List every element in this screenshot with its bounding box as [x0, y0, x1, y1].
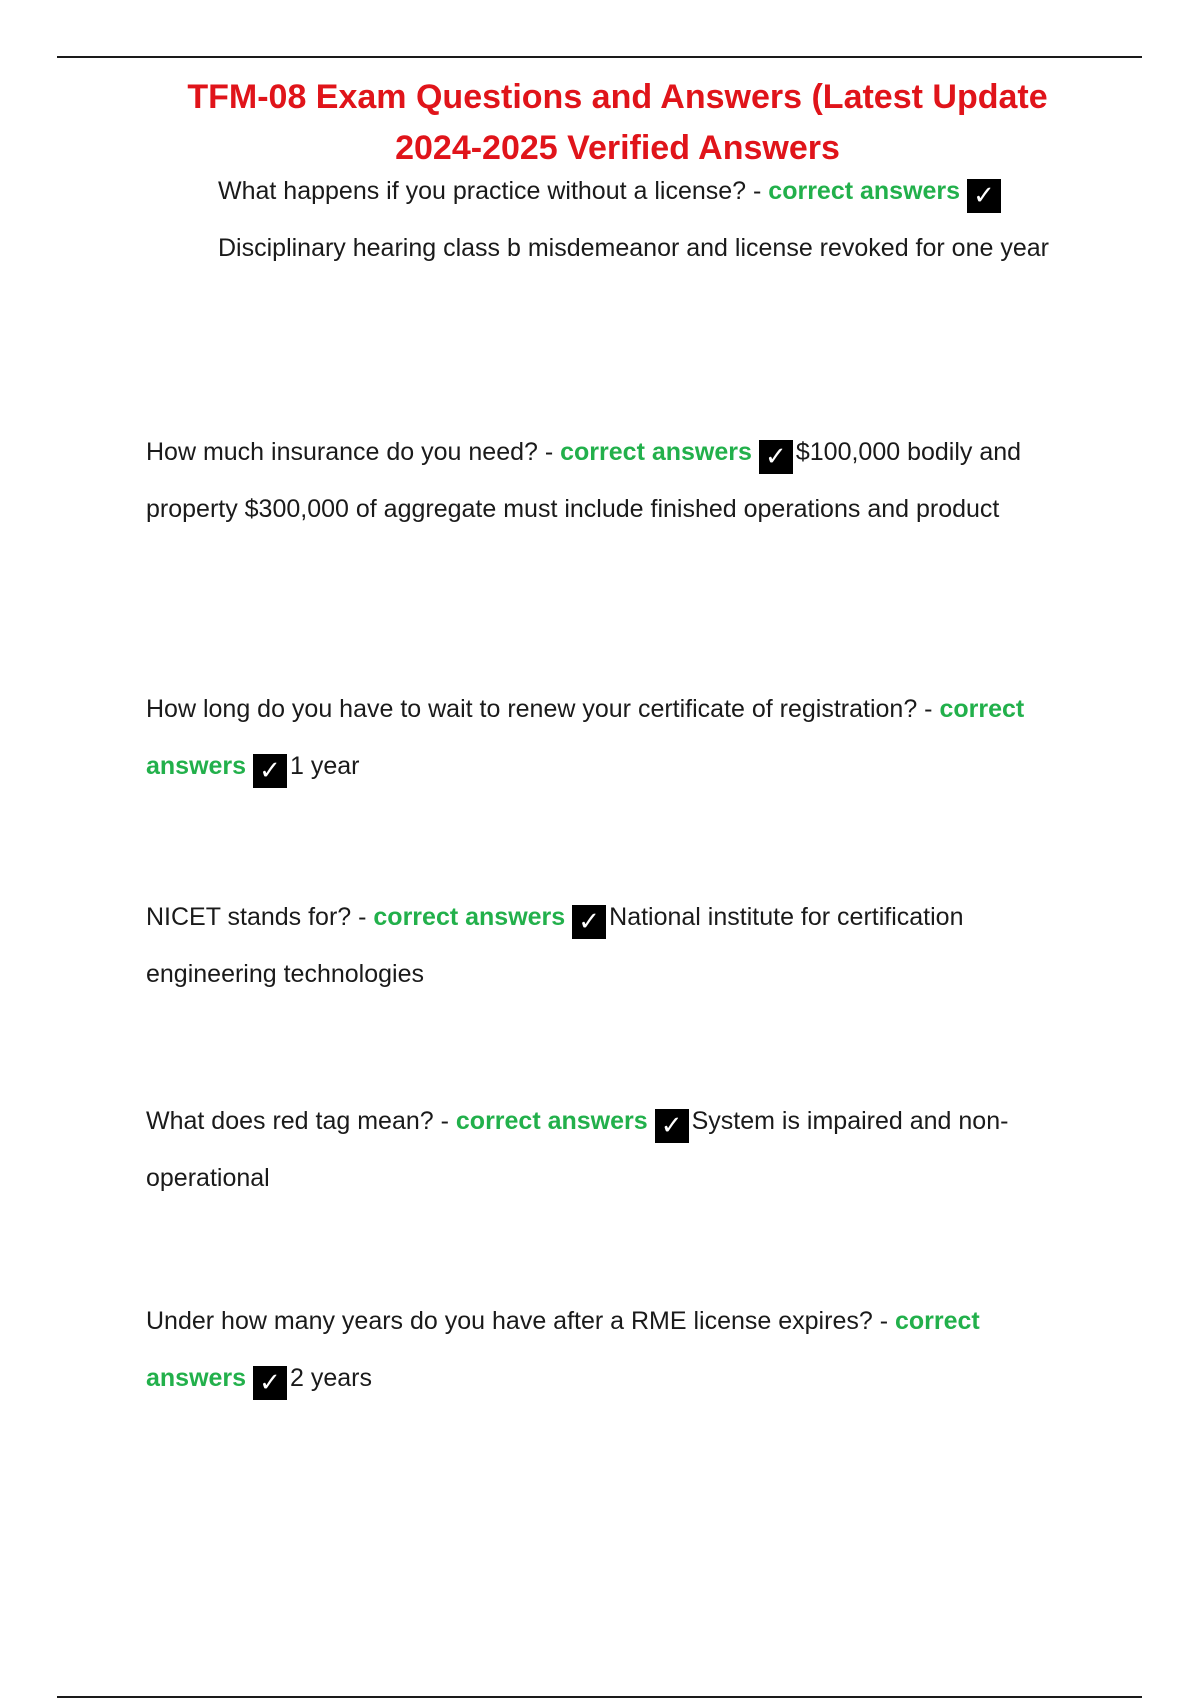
- qa-item: [218, 163, 1088, 277]
- correct-answers-label: correct answers: [373, 903, 566, 931]
- question-text: NICET stands for? -: [146, 903, 374, 931]
- checkmark-icon: ✓: [253, 754, 287, 788]
- bottom-rule: [57, 1696, 1142, 1698]
- question-text: Under how many years do you have after a RME license expires? -: [146, 1307, 895, 1335]
- checkmark-icon: ✓: [759, 440, 793, 474]
- checkmark-icon: ✓: [253, 1366, 287, 1400]
- question-text: What happens if you practice without a license? -: [218, 177, 769, 205]
- correct-answers-label: correct answers: [146, 1307, 980, 1392]
- question-text: How much insurance do you need? -: [146, 438, 561, 466]
- checkmark-icon: ✓: [655, 1109, 689, 1143]
- title-line-2: 2024-2025 Verified Answers: [395, 129, 840, 167]
- qa-item: [146, 424, 1086, 538]
- answer-text: System is impaired and non-operational: [146, 1107, 1009, 1192]
- question-text: How long do you have to wait to renew your certificate of registration? -: [146, 695, 940, 723]
- top-rule: [57, 56, 1142, 58]
- page-title: [0, 72, 1200, 174]
- checkmark-icon: ✓: [572, 905, 606, 939]
- qa-item: [146, 1093, 1106, 1207]
- question-text: What does red tag mean? -: [146, 1107, 456, 1135]
- correct-answers-label: correct answers: [768, 177, 961, 205]
- answer-text: Disciplinary hearing class b misdemeanor and license revoked for one year: [218, 234, 1049, 262]
- answer-text: 1 year: [290, 752, 360, 780]
- correct-answers-label: correct answers: [560, 438, 752, 466]
- qa-item: [146, 1293, 1086, 1407]
- checkmark-icon: ✓: [967, 179, 1001, 213]
- correct-answers-label: correct answers: [146, 695, 1025, 780]
- answer-text: $100,000 bodily and property $300,000 of aggregate must include finished operations and product: [146, 438, 1022, 523]
- answer-text: National institute for certification engineering technologies: [146, 903, 964, 988]
- title-line-1: TFM-08 Exam Questions and Answers (Latest Update: [187, 78, 1048, 116]
- qa-item: [146, 889, 1086, 1003]
- answer-text: 2 years: [290, 1364, 372, 1392]
- qa-item: [146, 681, 1086, 795]
- correct-answers-label: correct answers: [455, 1107, 648, 1135]
